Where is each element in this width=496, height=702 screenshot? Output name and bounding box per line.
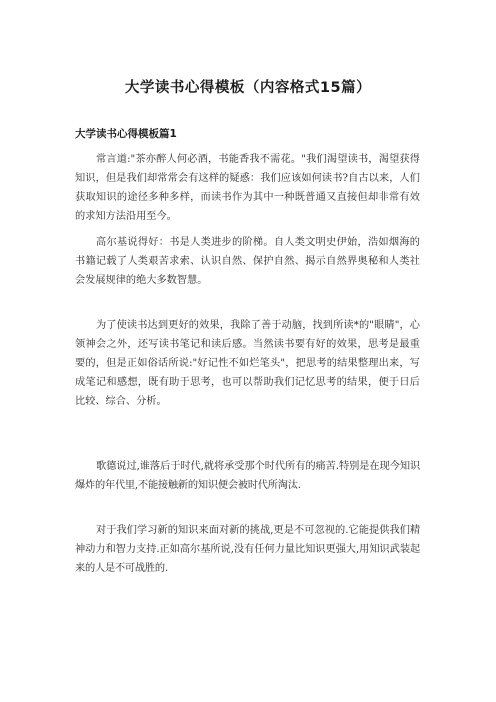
- section-heading: 大学读书心得模板篇1: [75, 128, 177, 140]
- paragraph-2: 高尔基说得好：书是人类进步的阶梯。自人类文明史伊始，浩如烟海的书籍记载了人类艰苦求索、认识自然、保护自然、揭示自然界奥秘和人类社会发展规律的绝大多数智慧。: [75, 237, 420, 286]
- paragraph-5: 对于我们学习新的知识来面对新的挑战,更是不可忽视的.它能提供我们精神动力和智力支持.正如高尔基所说,没有任何力量比知识更强大,用知识武装起来的人是不可战胜的.: [75, 525, 420, 574]
- paragraph-3: 为了使读书达到更好的效果，我除了善于动脑，找到所读*的"眼睛"，心领神会之外，还写读书笔记和读后感。当然读书要有好的效果，思考是最重要的，但是正如俗话所说:"好记性不如烂笔头"，把思考的结果整理出来，写成笔记和感想，既有助于思考，也可以帮助我们记忆思考的结果，便于日后比较、综合、分析。: [75, 320, 420, 407]
- document-title: 大学读书心得模板（内容格式15篇）: [124, 80, 372, 96]
- paragraph-1: 常言道:"茶亦醉人何必酒，书能香我不需花。"我们渴望读书，渴望获得知识，但是我们却常常会有这样的疑惑：我们应该如何读书?自古以来，人们获取知识的途径多种多样，而读书作为其中一种既普通又直接但却非常有效的求知方法沿用至今。: [75, 154, 420, 222]
- paragraph-4: 歌德说过,谁落后于时代,就将承受那个时代所有的痛苦.特别是在现今知识爆炸的年代里,不能接触新的知识便会被时代所淘汰.: [75, 461, 420, 491]
